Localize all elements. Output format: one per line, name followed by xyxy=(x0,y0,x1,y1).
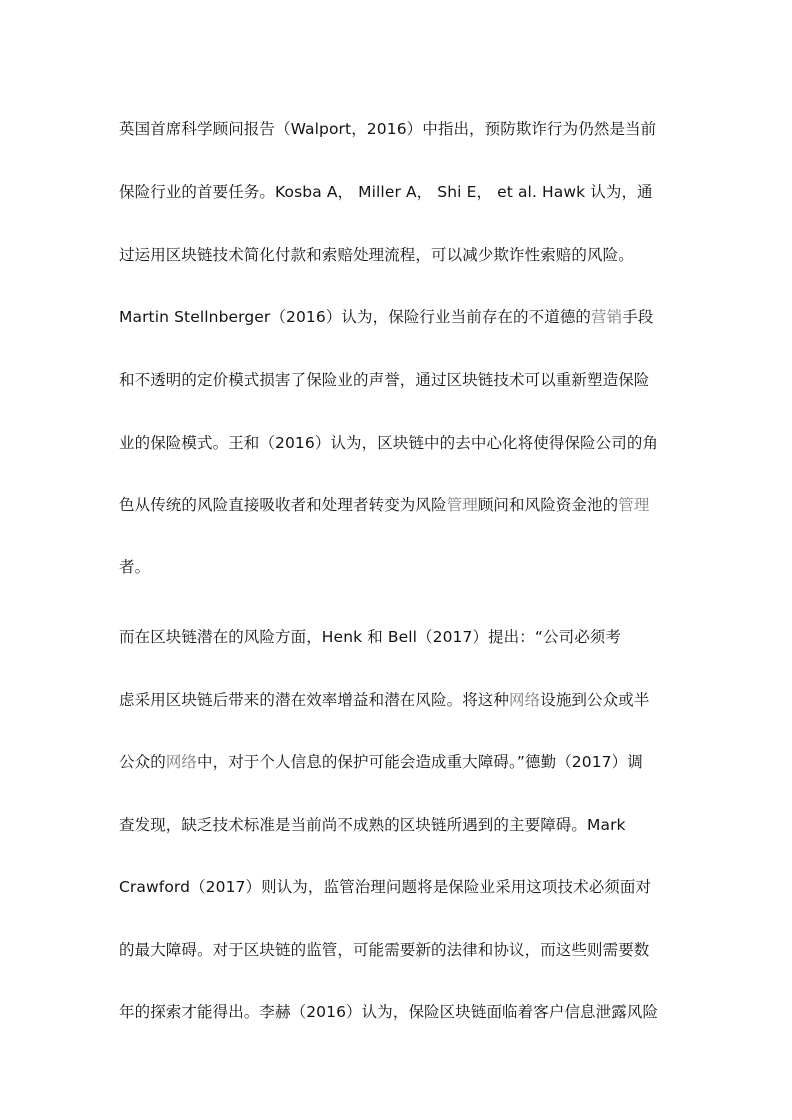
text-line xyxy=(119,752,679,772)
text-line xyxy=(119,433,679,453)
text-line xyxy=(119,627,679,647)
text-run: 手段 xyxy=(622,308,654,326)
inline-link[interactable]: 网络 xyxy=(509,691,541,709)
text-run: 者。 xyxy=(119,558,151,576)
inline-link[interactable]: 网络 xyxy=(165,753,198,771)
text-line xyxy=(119,182,679,202)
text-line xyxy=(119,119,679,139)
text-run: 业的保险模式。王和（2016）认为，区块链中的去中心化将使得保险公司的角 xyxy=(119,434,659,452)
inline-link[interactable]: 管理 xyxy=(446,496,478,514)
text-run: 的最大障碍。对于区块链的监管，可能需要新的法律和协议，而这些则需要数 xyxy=(119,941,650,959)
text-line xyxy=(119,940,679,960)
text-line xyxy=(119,370,679,390)
text-run: 设施到公众或半 xyxy=(540,691,650,709)
text-run: Crawford（2017）则认为，监管治理问题将是保险业采用这项技术必须面对 xyxy=(119,878,652,896)
text-run: 顾问和风险资金池的 xyxy=(477,496,619,514)
text-line xyxy=(119,815,679,835)
text-run: 公众的 xyxy=(119,753,166,771)
text-run: 英国首席科学顾问报告（Walport，2016）中指出，预防欺诈行为仍然是当前 xyxy=(119,120,657,138)
text-run: 年的探索才能得出。李赫（2016）认为，保险区块链面临着客户信息泄露风险 xyxy=(119,1003,659,1021)
text-line xyxy=(119,690,679,710)
text-run: 而在区块链潜在的风险方面，Henk 和 Bell（2017）提出：“公司必须考 xyxy=(119,628,622,646)
text-run: Martin Stellnberger（2016）认为，保险行业当前存在的不道德的 xyxy=(119,308,592,326)
inline-link[interactable]: 营销 xyxy=(591,308,623,326)
text-line xyxy=(119,495,679,515)
text-run: 保险行业的首要任务。Kosba A， Miller A， Shi E， et al. Hawk 认为，通 xyxy=(119,183,653,201)
text-run: 和不透明的定价模式损害了保险业的声誉，通过区块链技术可以重新塑造保险 xyxy=(119,371,650,389)
text-run: 中，对于个人信息的保护可能会造成重大障碍。”德勤（2017）调 xyxy=(197,753,643,771)
text-run: 色从传统的风险直接吸收者和处理者转变为风险 xyxy=(119,496,447,514)
text-line xyxy=(119,307,679,327)
text-line xyxy=(119,557,679,577)
text-run: 过运用区块链技术简化付款和索赔处理流程，可以减少欺诈性索赔的风险。 xyxy=(119,246,634,264)
inline-link[interactable]: 管理 xyxy=(618,496,650,514)
text-run: 查发现，缺乏技术标准是当前尚不成熟的区块链所遇到的主要障碍。Mark xyxy=(119,816,626,834)
text-line xyxy=(119,877,679,897)
text-line xyxy=(119,245,679,265)
text-line xyxy=(119,1002,679,1022)
text-run: 虑采用区块链后带来的潜在效率增益和潜在风险。将这种 xyxy=(119,691,510,709)
